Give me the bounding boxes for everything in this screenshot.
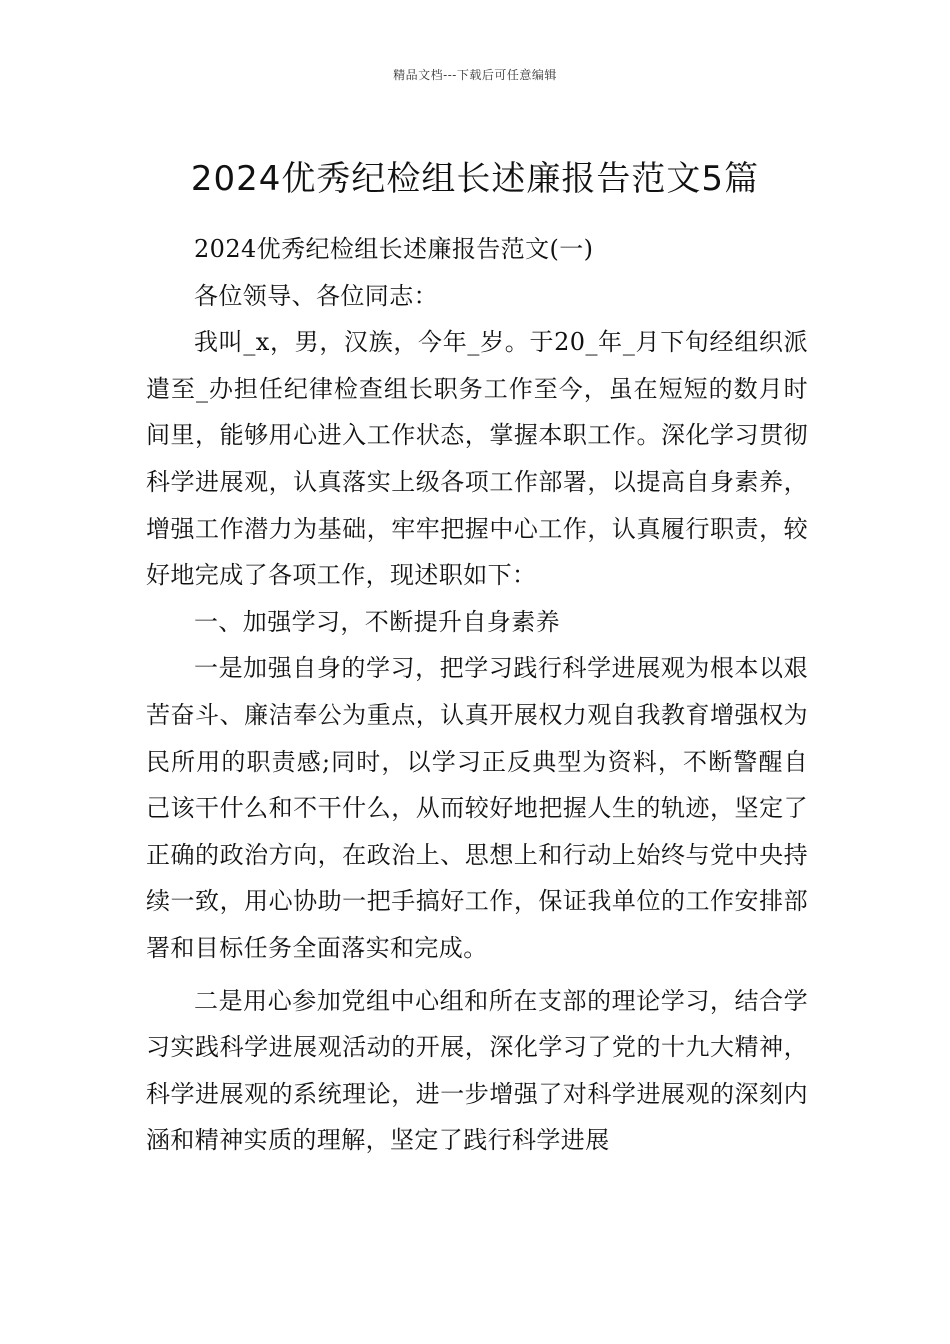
paragraph-intro: 我叫_x，男，汉族，今年_岁。于20_年_月下旬经组织派遣至_办担任纪律检查组长职务工作至今，虽在短短的数月时间里，能够用心进入工作状态，掌握本职工作。深化学习贯彻科学进展观，认真落实上级各项工作部署，以提高自身素养，增强工作潜力为基础，牢牢把握中心工作，认真履行职责，较好地完成了各项工作，现述职如下： [146,328,808,590]
paragraph-point-two: 二是用心参加党组中心组和所在支部的理论学习，结合学习实践科学进展观活动的开展，深化学习了党的十九大精神，科学进展观的系统理论，进一步增强了对科学进展观的深刻内涵和精神实质的理解，坚定了践行科学进展 [146,986,808,1155]
salutation: 各位领导、各位同志： [194,281,438,310]
paragraph-heading-one: 一、加强学习，不断提升自身素养 [194,607,560,636]
section-heading: 2024优秀纪检组长述廉报告范文(一) [194,235,594,263]
document-body [146,226,808,1164]
document-title: 2024优秀纪检组长述廉报告范文5篇 [190,158,760,199]
paragraph-point-one: 一是加强自身的学习，把学习践行科学进展观为根本以艰苦奋斗、廉洁奉公为重点，认真开展权力观自我教育增强权为民所用的职责感;同时，以学习正反典型为资料，不断警醒自己该干什么和不干什么，从而较好地把握人生的轨迹，坚定了正确的政治方向，在政治上、思想上和行动上始终与党中央持续一致，用心协助一把手搞好工作，保证我单位的工作安排部署和目标任务全面落实和完成。 [146,654,808,962]
header-note: 精品文档---下载后可任意编辑 [393,68,557,82]
